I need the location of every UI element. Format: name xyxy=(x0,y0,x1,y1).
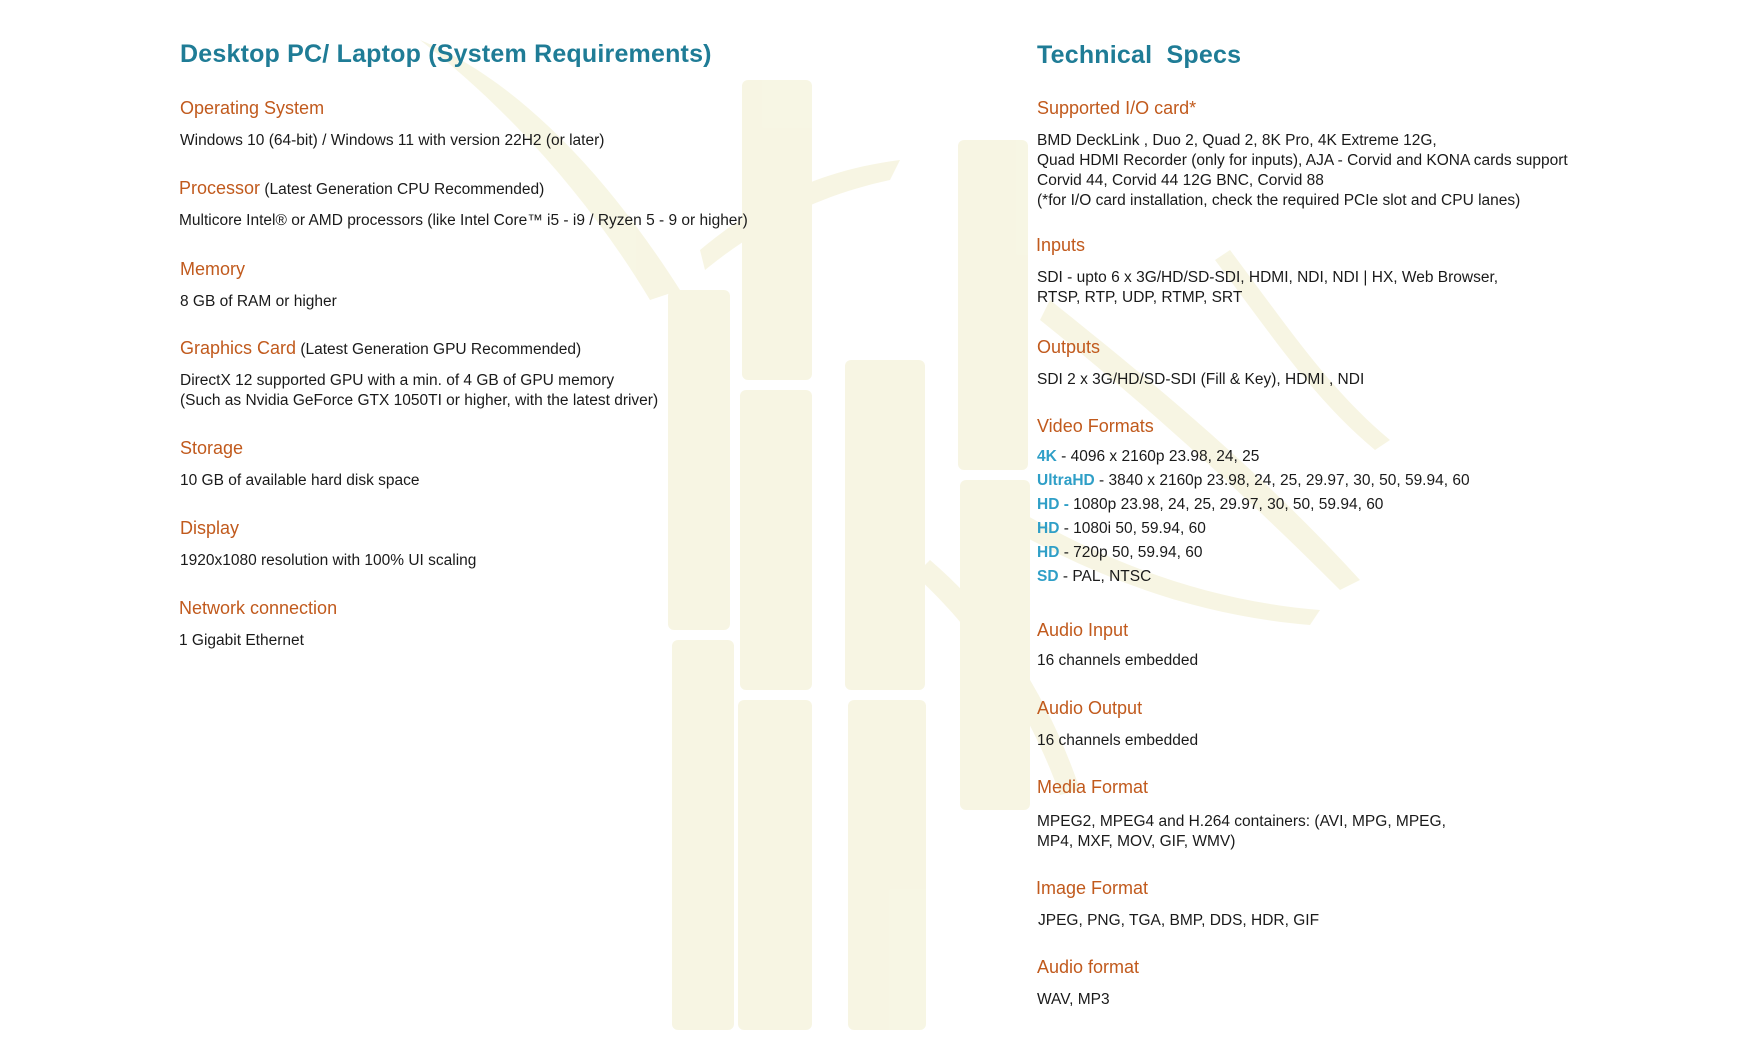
audio-output-section xyxy=(1037,698,1198,751)
network-connection-section xyxy=(179,598,337,651)
section-line: Quad HDMI Recorder (only for inputs), AJA - Corvid and KONA cards support xyxy=(1037,152,1568,169)
io-card-section xyxy=(1037,98,1568,211)
section-heading: Memory xyxy=(180,259,246,279)
section-line: JPEG, PNG, TGA, BMP, DDS, HDR, GIF xyxy=(1038,912,1320,929)
technical-specs-title: Technical Specs xyxy=(1037,41,1242,69)
section-heading: Operating System xyxy=(180,98,325,118)
section-heading: Graphics Card xyxy=(180,338,297,358)
section-heading: Audio format xyxy=(1037,957,1140,977)
section-heading: Audio Input xyxy=(1037,620,1129,640)
section-line: WAV, MP3 xyxy=(1037,991,1110,1008)
format-tag: HD - xyxy=(1037,496,1069,513)
section-heading: Network connection xyxy=(179,598,338,618)
section-heading: Media Format xyxy=(1037,777,1149,797)
media-format-section xyxy=(1037,777,1446,852)
section-heading: Audio Output xyxy=(1037,698,1143,718)
section-line: Windows 10 (64-bit) / Windows 11 with version 22H2 (or later) xyxy=(180,132,605,149)
section-heading: Image Format xyxy=(1036,878,1149,898)
section-line: 1920x1080 resolution with 100% UI scaling xyxy=(180,552,477,569)
section-line: 8 GB of RAM or higher xyxy=(180,293,337,310)
video-format-row xyxy=(1037,445,1470,469)
format-tag: 4K xyxy=(1037,448,1057,465)
section-line: 10 GB of available hard disk space xyxy=(180,472,420,489)
section-line: DirectX 12 supported GPU with a min. of 4 GB of GPU memory xyxy=(180,372,615,389)
section-heading: Inputs xyxy=(1036,235,1086,255)
section-heading: Outputs xyxy=(1037,337,1101,357)
section-heading: Display xyxy=(180,518,240,538)
section-heading: Video Formats xyxy=(1037,416,1154,436)
memory-section xyxy=(180,259,337,312)
format-spec: - PAL, NTSC xyxy=(1058,568,1152,585)
section-line: Multicore Intel® or AMD processors (like Intel Core™ i5 - i9 / Ryzen 5 - 9 or higher) xyxy=(179,212,748,229)
section-line: (*for I/O card installation, check the required PCIe slot and CPU lanes) xyxy=(1037,192,1521,209)
video-format-row xyxy=(1037,541,1470,565)
format-spec: - 4096 x 2160p 23.98, 24, 25 xyxy=(1056,448,1260,465)
audio-format-section xyxy=(1037,957,1139,1010)
section-note: (Latest Generation GPU Recommended) xyxy=(296,341,582,358)
section-heading: Supported I/O card* xyxy=(1037,98,1197,118)
video-formats-section xyxy=(1037,416,1470,589)
section-line: SDI 2 x 3G/HD/SD-SDI (Fill & Key), HDMI , NDI xyxy=(1037,371,1365,388)
section-line: 16 channels embedded xyxy=(1037,732,1199,749)
section-line: (Such as Nvidia GeForce GTX 1050TI or higher, with the latest driver) xyxy=(180,392,659,409)
section-line: Corvid 44, Corvid 44 12G BNC, Corvid 88 xyxy=(1037,172,1324,189)
storage-section xyxy=(180,438,420,491)
audio-input-section xyxy=(1037,620,1198,671)
video-format-row xyxy=(1037,565,1470,589)
video-format-row xyxy=(1037,469,1470,493)
section-heading: Storage xyxy=(180,438,244,458)
section-line: 1 Gigabit Ethernet xyxy=(179,632,304,649)
processor-section xyxy=(179,178,748,231)
format-tag: HD xyxy=(1037,520,1060,537)
section-line: BMD DeckLink , Duo 2, Quad 2, 8K Pro, 4K Extreme 12G, xyxy=(1037,132,1437,149)
format-tag: SD xyxy=(1037,568,1059,585)
section-note: (Latest Generation CPU Recommended) xyxy=(260,181,545,198)
format-tag: UltraHD xyxy=(1037,472,1095,489)
section-line: MP4, MXF, MOV, GIF, WMV) xyxy=(1037,833,1236,850)
format-tag: HD xyxy=(1037,544,1060,561)
video-format-row xyxy=(1037,517,1470,541)
operating-system-section xyxy=(180,98,604,151)
format-spec: - 3840 x 2160p 23.98, 24, 25, 29.97, 30, 50, 59.94, 60 xyxy=(1094,472,1470,489)
section-line: 16 channels embedded xyxy=(1037,652,1199,669)
graphics-card-section xyxy=(180,338,658,411)
outputs-section xyxy=(1037,337,1364,390)
section-heading: Processor xyxy=(179,178,261,198)
system-requirements-title: Desktop PC/ Laptop (System Requirements) xyxy=(180,40,712,68)
format-spec: - 720p 50, 59.94, 60 xyxy=(1059,544,1203,561)
video-format-row xyxy=(1037,493,1470,517)
section-line: RTSP, RTP, UDP, RTMP, SRT xyxy=(1037,289,1243,306)
image-format-section xyxy=(1036,878,1320,931)
inputs-section xyxy=(1036,235,1497,308)
section-line: SDI - upto 6 x 3G/HD/SD-SDI, HDMI, NDI, NDI | HX, Web Browser, xyxy=(1037,269,1499,286)
format-spec: 1080p 23.98, 24, 25, 29.97, 30, 50, 59.94, 60 xyxy=(1068,496,1384,513)
format-spec: - 1080i 50, 59.94, 60 xyxy=(1059,520,1206,537)
section-line: MPEG2, MPEG4 and H.264 containers: (AVI, MPG, MPEG, xyxy=(1037,813,1446,830)
display-section xyxy=(180,518,476,571)
